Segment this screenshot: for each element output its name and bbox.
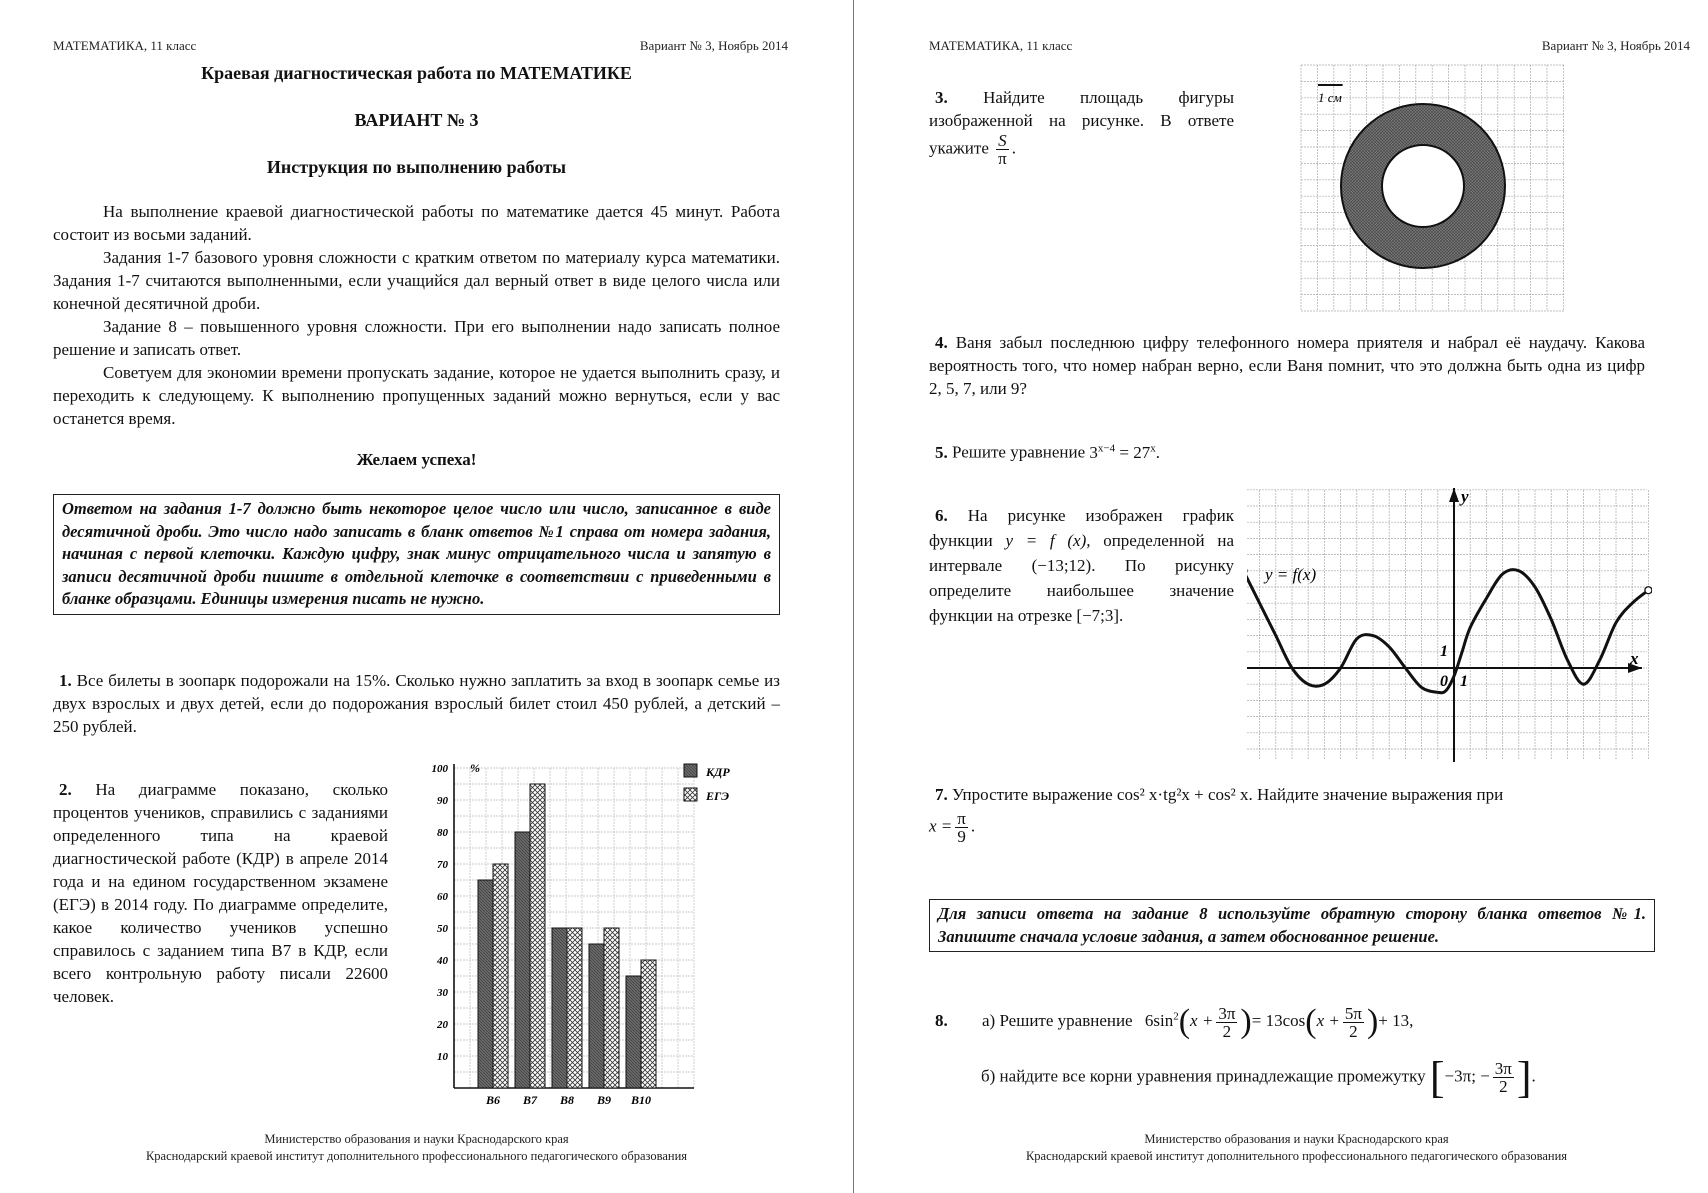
instruction-paragraph: На выполнение краевой диагностической работы по математике дается 45 минут. Работа состоит из восьми заданий. (53, 202, 780, 244)
bar-КДР-B8 (552, 928, 567, 1088)
task-3-number: 3. (935, 88, 948, 107)
footer-line-1: Министерство образования и науки Краснодарского края (264, 1132, 569, 1146)
task-7-text: Упростите выражение (952, 785, 1113, 804)
x-tick-label: B6 (485, 1093, 501, 1107)
inner-circle (1382, 145, 1464, 227)
function-graph (1247, 484, 1652, 764)
task-6-number: 6. (935, 506, 948, 525)
bar-КДР-B7 (515, 832, 530, 1088)
y-tick-one: 1 (1440, 643, 1448, 660)
task-1-number: 1. (59, 671, 72, 690)
doc-title: Краевая диагностическая работа по МАТЕМАТИКЕ (201, 63, 632, 83)
fraction-numerator: S (996, 132, 1009, 150)
task-7-text-2: Найдите значение выражения при (1257, 785, 1504, 804)
task-3-fraction (996, 132, 1009, 167)
x-tick-one: 1 (1460, 673, 1468, 690)
instruction-paragraph: Задание 8 – повышенного уровня сложности. При его выполнении надо записать полное решение и записать ответ. (53, 317, 780, 359)
graph-function-label: y = f(x) (1265, 565, 1317, 584)
task-7 (929, 783, 1645, 806)
task-1-text: Все билеты в зоопарк подорожали на 15%. Сколько нужно заплатить за вход в зоопарк семье из двух взрослых и двух детей, если до подорожания взрослый билет стоил 450 рублей, а детский – 250 рублей. (53, 671, 780, 736)
bar-ЕГЭ-B6 (493, 864, 508, 1088)
task-6-text-c: По рисунку определите наибольшее значение функции на отрезке (929, 556, 1235, 625)
bar-ЕГЭ-B7 (530, 784, 545, 1088)
y-tick-label: 20 (437, 1019, 448, 1031)
task-7-expression: cos² x·tg²x + cos² x. (1116, 785, 1253, 804)
task-6-function: y = f (x), (1005, 531, 1091, 550)
task-8-part-b: б) найдите все корни уравнения принадлежащие промежутку [−3π; − $\frac{3\pi}{2}$ ]. (981, 1053, 1536, 1102)
instruction-paragraph: Задания 1-7 базового уровня сложности с кратким ответом по материалу курса математики. Задания 1-7 считаются выполненными, если учащийся дал верный ответ в виде целого числа или конечной десятичной дроби. (53, 248, 780, 313)
task-5 (929, 437, 1645, 464)
bar-ЕГЭ-B8 (567, 928, 582, 1088)
task-2 (53, 778, 388, 1008)
bar-КДР-B6 (478, 880, 493, 1088)
fraction-denominator: π (998, 149, 1007, 168)
x-tick-label: B8 (559, 1093, 575, 1107)
task-7-number: 7. (935, 785, 948, 804)
variant-title: ВАРИАНТ № 3 (354, 110, 479, 130)
task-8-a-text: а) Решите уравнение (982, 1010, 1133, 1030)
legend-swatch (684, 788, 697, 801)
unit-label: 1 см (1318, 90, 1342, 105)
task-6-text-b: определенной на интервале (929, 531, 1234, 575)
task-4-text: Ваня забыл последнюю цифру телефонного номера приятеля и набрал её наудачу. Какова вероятность того, что номер набран верно, если Ваня помнит, что это должна быть одна из цифр 2, 5, 7, или 9? (929, 333, 1645, 398)
y-tick-label: 60 (437, 891, 448, 903)
task-5-equation: $3^{x-4} = 27^x$. (1089, 442, 1160, 462)
x-tick-label: B10 (630, 1093, 652, 1107)
task-6-segment: [−7;3]. (1076, 606, 1124, 625)
legend-swatch (684, 764, 697, 777)
bar-КДР-B10 (626, 976, 641, 1088)
y-tick-label: 30 (437, 987, 448, 999)
origin-label: 0 (1440, 673, 1448, 690)
task-5-text: Решите уравнение (952, 442, 1086, 462)
task-1 (53, 669, 780, 738)
answer-note-box: Ответом на задания 1-7 должно быть некоторое целое число или число, записанное в виде десятичной дроби. Это число надо записать в бланк ответов №1 справа от номера задания, начиная с первой клеточки. Каждую цифру, знак минус отрицательного числа и запятую в записи десятичной дроби пишите в отдельной клеточке в соответствии с приведенными в бланке образцами. Единицы измерения писать не нужно. (53, 494, 780, 615)
bar-КДР-B9 (589, 944, 604, 1088)
y-tick-label: 90 (437, 795, 448, 807)
header-left: МАТЕМАТИКА, 11 класс (929, 38, 1073, 53)
x-tick-label: B9 (596, 1093, 612, 1107)
task-6-text-a: На рисунке изображен график функции (929, 506, 1234, 550)
y-tick-label: 40 (437, 955, 448, 967)
y-tick-label: 100 (431, 763, 448, 775)
task-4 (929, 331, 1645, 400)
bar-ЕГЭ-B10 (641, 960, 656, 1088)
task-8-b-text: б) найдите все корни уравнения принадлежащие промежутку (981, 1066, 1426, 1086)
ring-figure (1300, 64, 1566, 312)
header-right: Вариант № 3, Ноябрь 2014 (639, 38, 788, 53)
instruction-paragraph: Советуем для экономии времени пропускать задание, которое не удается выполнить сразу, и переходить к следующему. К выполнению пропущенных заданий можно вернуться, если у вас останется время. (53, 363, 780, 428)
y-tick-label: 70 (437, 859, 448, 871)
header-left: МАТЕМАТИКА, 11 класс (53, 38, 197, 53)
task-3-text: Найдите площадь фигуры изображенной на рисунке. В ответе укажите (929, 88, 1234, 158)
y-axis-label: y (1461, 487, 1469, 506)
task-8-part-a: 8. а) Решите уравнение $6\sin^2(x$ + $\frac{3\pi}{2}$ )= 13cos(x + $\frac{5\pi}{2}$ )+ 13, (935, 1003, 1414, 1041)
task-5-number: 5. (935, 442, 948, 462)
task-6 (929, 503, 1234, 628)
instruction-heading: Инструкция по выполнению работы (266, 157, 567, 177)
legend-label: КДР (706, 765, 730, 779)
task-2-text: На диаграмме показано, сколько процентов учеников, справились с заданиями определенного типа на краевой диагностической работе (КДР) в апреле 2014 года и на едином государственном экзамене (ЕГЭ) в 2014 году. По диаграмме определите, какое количество учеников успешно справилось с заданием типа В7 в КДР, если всего контрольную работу писали 22600 человек. (53, 780, 389, 1006)
y-tick-label: 80 (437, 827, 448, 839)
footer-line-1: Министерство образования и науки Краснодарского края (1144, 1132, 1449, 1146)
y-tick-label: 10 (437, 1051, 448, 1063)
task-4-number: 4. (935, 333, 948, 352)
legend-label: ЕГЭ (706, 789, 730, 803)
y-axis-unit: % (470, 761, 480, 775)
header-right: Вариант № 3, Ноябрь 2014 (1541, 38, 1690, 53)
task-2-number: 2. (59, 780, 72, 799)
right-page (854, 0, 1708, 1193)
instructions (53, 200, 780, 430)
x-tick-label: B7 (522, 1093, 538, 1107)
y-tick-label: 50 (437, 923, 448, 935)
graph-grid (1247, 490, 1648, 760)
bar-ЕГЭ-B9 (604, 928, 619, 1088)
task-7-x-value: x = $\frac{\pi}{9}$ . (929, 809, 976, 846)
footer-line-2: Краснодарский краевой институт дополнительного профессионального педагогического образования (145, 1149, 688, 1163)
task-8-note-box: Для записи ответа на задание 8 используйте обратную сторону бланка ответов №1. Запишите сначала условие задания, а затем обоснованное решение. (929, 899, 1655, 952)
bar-chart (410, 750, 760, 1110)
task-3: 3. Найдите площадь фигуры изображенной на рисунке. В ответе укажите $\frac{S}{\pi}$ . (929, 88, 1234, 168)
open-endpoint-right (1645, 587, 1652, 594)
footer-line-2: Краснодарский краевой институт дополнительного профессионального педагогического образования (1025, 1149, 1568, 1163)
left-page (0, 0, 853, 1193)
wish-text: Желаем успеха! (356, 450, 477, 469)
x-axis-label: x (1630, 649, 1639, 668)
task-8-number: 8. (935, 1010, 948, 1030)
task-6-interval: (−13;12). (1031, 556, 1096, 575)
